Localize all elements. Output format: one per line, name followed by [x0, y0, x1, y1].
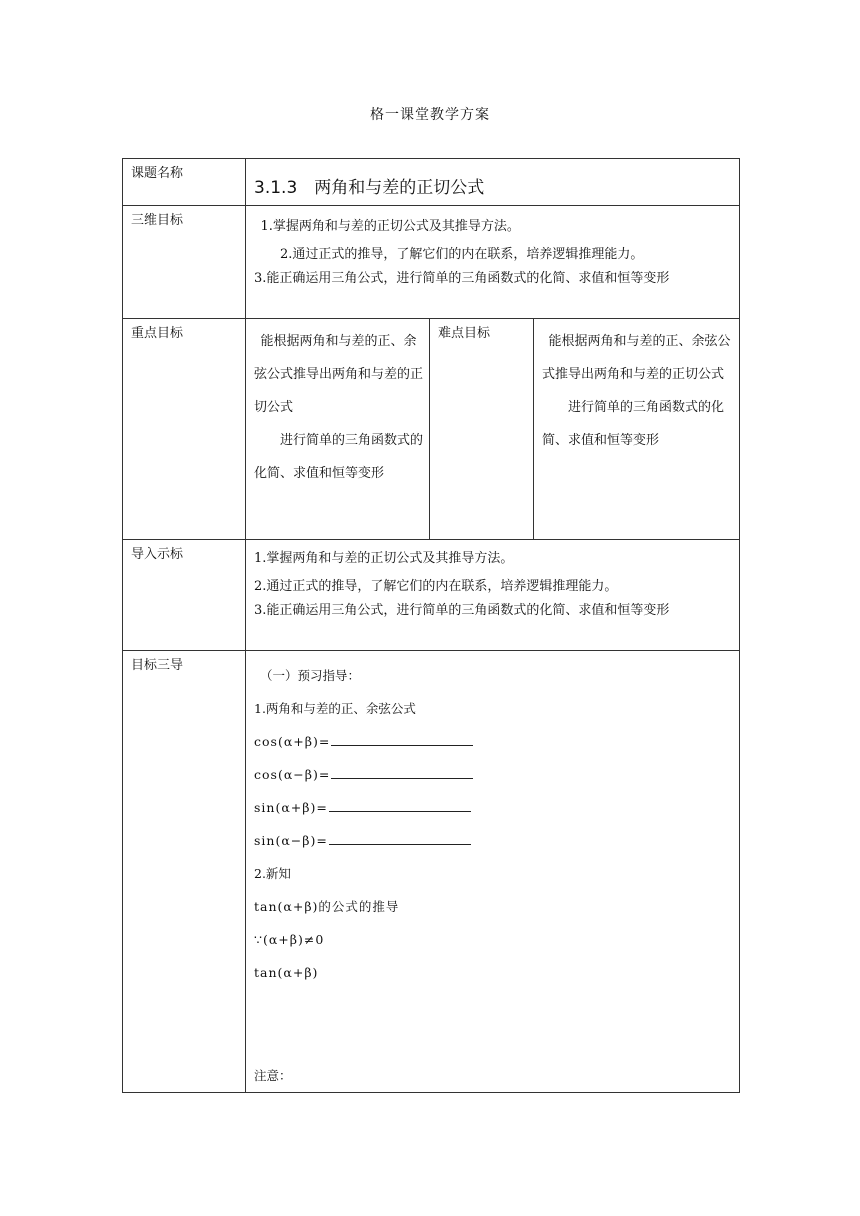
key-goal-text-2: 进行简单的三角函数式的化简、求值和恒等变形 [254, 433, 424, 481]
document-title: 格一课堂教学方案 [370, 107, 490, 123]
key-goal-label: 重点目标 [131, 326, 184, 341]
difficult-goal-text-1: 能根据两角和与差的正、余弦公式推导出两角和与差的正切公式 [542, 334, 731, 382]
formula-cos-sum-text: cos(α+β)= [254, 734, 331, 749]
formula-cos-sum [254, 725, 733, 758]
key-difficult-row [123, 319, 740, 540]
guide-label: 目标三导 [131, 658, 184, 673]
three-goals-label: 三维目标 [131, 213, 184, 228]
intro-goals-content [246, 540, 740, 651]
note-label: 注意： [254, 1068, 292, 1083]
formula-sin-sum [254, 791, 733, 824]
formula-sin-sum-text: sin(α+β)= [254, 800, 328, 815]
guide-section-1: 1.两角和与差的正、余弦公式 [254, 701, 416, 716]
topic-title: 3.1.3 两角和与差的正切公式 [254, 178, 485, 198]
three-goal-item-2: 2.通过正式的推导，了解它们的内在联系，培养逻辑推理能力。 [280, 247, 644, 262]
three-goals-row [123, 206, 740, 319]
formula-cos-diff [254, 758, 733, 791]
difficult-goal-label-cell [430, 319, 534, 540]
difficult-goal-content [534, 319, 740, 540]
topic-label: 课题名称 [131, 166, 184, 181]
three-goals-label-cell [123, 206, 246, 319]
key-goal-label-cell [123, 319, 246, 540]
tan-condition: ∵(α+β)≠0 [254, 932, 325, 947]
blank-space [254, 989, 733, 1059]
topic-row [123, 159, 740, 206]
formula-cos-diff-text: cos(α−β)= [254, 767, 331, 782]
key-goal-content [246, 319, 430, 540]
topic-label-cell [123, 159, 246, 206]
tan-derivation: tan(α+β)的公式的推导 [254, 899, 400, 914]
guide-row [123, 651, 740, 1093]
intro-goals-label: 导入示标 [131, 547, 184, 562]
guide-heading: （一）预习指导： [260, 668, 361, 683]
tan-sum-line: tan(α+β) [254, 965, 319, 980]
topic-value-cell [246, 159, 740, 206]
lesson-plan-table [122, 158, 740, 1093]
three-goal-item-1: 1.掌握两角和与差的正切公式及其推导方法。 [260, 219, 520, 234]
guide-section-2: 2.新知 [254, 866, 291, 881]
intro-goals-row [123, 540, 740, 651]
guide-label-cell [123, 651, 246, 1093]
intro-goal-item-1: 1.掌握两角和与差的正切公式及其推导方法。 [254, 551, 514, 566]
intro-goals-label-cell [123, 540, 246, 651]
answer-blank[interactable] [329, 830, 471, 845]
intro-goal-item-2: 2.通过正式的推导，了解它们的内在联系，培养逻辑推理能力。 [254, 579, 618, 594]
intro-goal-item-3: 3.能正确运用三角公式，进行简单的三角函数式的化简、求值和恒等变形 [254, 603, 670, 618]
formula-sin-diff-text: sin(α−β)= [254, 833, 328, 848]
answer-blank[interactable] [331, 731, 473, 746]
three-goals-content [246, 206, 740, 319]
answer-blank[interactable] [329, 797, 471, 812]
guide-content [246, 651, 740, 1093]
formula-sin-diff [254, 824, 733, 857]
difficult-goal-label: 难点目标 [438, 326, 491, 341]
key-goal-text-1: 能根据两角和与差的正、余弦公式推导出两角和与差的正切公式 [254, 334, 424, 415]
three-goal-item-3: 3.能正确运用三角公式，进行简单的三角函数式的化简、求值和恒等变形 [254, 271, 670, 286]
difficult-goal-text-2: 进行简单的三角函数式的化简、求值和恒等变形 [542, 400, 725, 448]
answer-blank[interactable] [331, 764, 473, 779]
